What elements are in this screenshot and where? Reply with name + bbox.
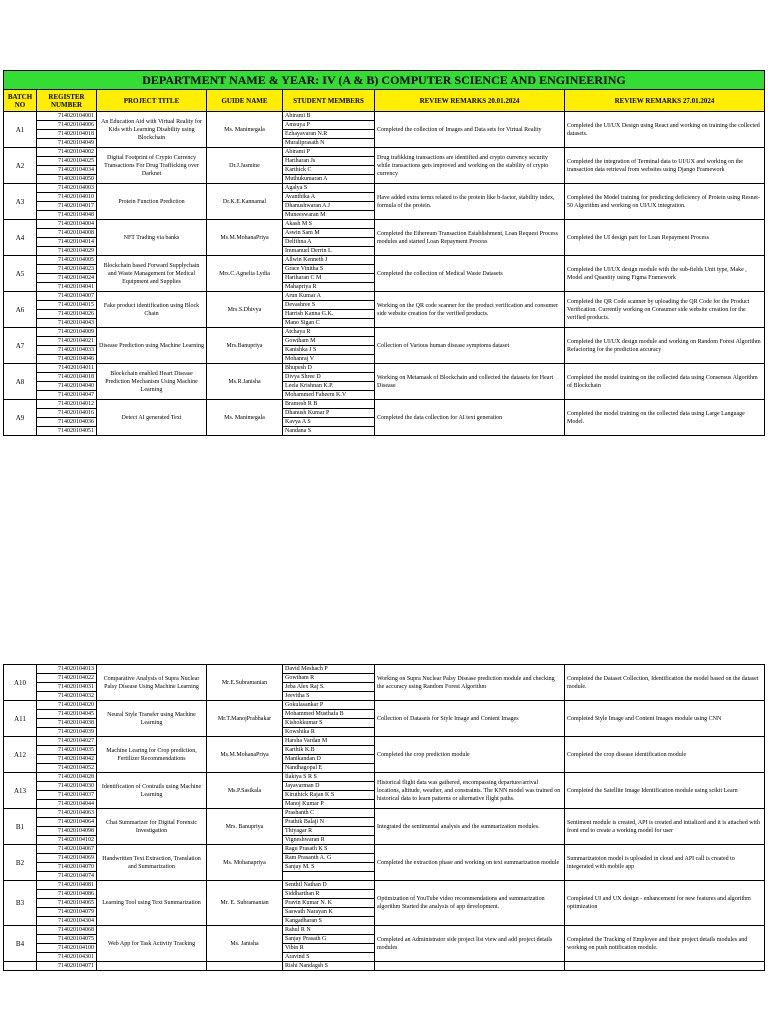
student-member: Divya Shree D [283,373,375,382]
student-member: Bhupesh D [283,364,375,373]
student-member: Allwin Kenneth J [283,256,375,265]
student-member: Grace Vinitha S [283,265,375,274]
register-number: 714020104036 [37,418,97,427]
review-remark-20-01: Drug trafikking transactions are identified and crypto currency security while transactions gets improved and working on the stability of crypto currency [375,148,565,184]
guide-name: Dr.J.Jasmine [207,148,283,184]
review-remark-27-01: Completed the UI design part for Loan Repayment Process [565,220,765,256]
project-title: NFT Trading via banks [97,220,207,256]
student-member: Vigneshwaran R [283,836,375,845]
student-member: Ragu Prasath K S [283,845,375,854]
student-member: Hariharan C M [283,274,375,283]
register-number: 714020104043 [37,319,97,328]
project-title: Identification of Contrails using Machine Learning [97,773,207,809]
student-member: Mano Sigan C [283,319,375,328]
register-number: 714020104098 [37,827,97,836]
student-member: Delfihna A [283,238,375,247]
student-member: Kiruthick Rajan K S [283,791,375,800]
table-row [4,184,765,193]
review-remark-27-01: Completed the Model training for predicting deficiency of Protein using Resnet-50 Algorithm and working on UI/UX integration. [565,184,765,220]
student-member: Rahul R N [283,926,375,935]
register-number: 714020104026 [37,310,97,319]
guide-name: Ms. Manimegala [207,112,283,148]
student-member: Ezhayavaran N.R [283,130,375,139]
register-number: 714020104002 [37,148,97,157]
student-member: Manikandan D [283,755,375,764]
batch-number [4,962,37,971]
guide-name: Ms.R.Janisha [207,364,283,400]
review-remark-20-01 [375,962,565,971]
register-number: 714020104020 [37,701,97,710]
table-row [4,148,765,157]
student-member: Mahapriya R [283,283,375,292]
student-member: Agalya S [283,184,375,193]
register-number: 714020104025 [37,157,97,166]
project-title: Comparative Analysis of Supra Nuclear Palsy Disease Using Machine Learning [97,665,207,701]
student-member: Siddharthan R [283,890,375,899]
register-number: 714020104029 [37,247,97,256]
student-member: Vibin R [283,944,375,953]
project-title: Learning Tool using Text Summarization [97,881,207,926]
header-student-members: STUDENT MEMBERS [283,90,375,112]
register-number: 714020104018 [37,373,97,382]
register-number: 714020104304 [37,917,97,926]
table-row [4,112,765,121]
header-review-2: REVIEW REMARKS 27.01.2024 [565,90,765,112]
review-remark-27-01: Completed the UI/UX design module and working on Random Forest Algorithm Refactoring for the prediction accuracy [565,328,765,364]
student-member: Kavya A S [283,418,375,427]
guide-name: Dr.K.E.Kannamal [207,184,283,220]
review-remark-27-01: Completed Style Image and Content Images module using CNN [565,701,765,737]
student-member: Jayavarman D [283,782,375,791]
register-number: 714020104040 [37,382,97,391]
projects-table-page-2 [3,664,765,971]
batch-number: A3 [4,184,37,220]
student-member: David Meshach P [283,665,375,674]
review-remark-27-01: Summarizatoion model is uploaded in cloud and API call is created to integerated with mobile app [565,845,765,881]
student-member: Akash M S [283,220,375,229]
register-number: 714020104022 [37,674,97,683]
register-number: 714020104041 [37,283,97,292]
review-remark-20-01: Completed an Administrator side project list view and add project details modules [375,926,565,962]
student-member: Muneeswaran M [283,211,375,220]
student-member: Senthil Nathan D [283,881,375,890]
register-number: 714020104074 [37,872,97,881]
project-title: Detect AI generated Text [97,400,207,436]
review-remark-20-01: Collection of Datasets for Style Image and Content Images [375,701,565,737]
batch-number: A5 [4,256,37,292]
register-number: 714020104081 [37,881,97,890]
student-member: Kanishka J S [283,346,375,355]
batch-number: A10 [4,665,37,701]
student-member: Ram Prasanth A. G [283,854,375,863]
student-member: Aswin Sam M [283,229,375,238]
review-remark-20-01: Completed the Ethereum Transaction Establishment, Loan Request Process modules and started Loan Repayment Process [375,220,565,256]
header-guide-name: GUIDE NAME [207,90,283,112]
project-title [97,962,207,971]
student-member: Thiyagar R [283,827,375,836]
register-number: 714020104050 [37,175,97,184]
register-number: 714020104063 [37,809,97,818]
batch-number: A4 [4,220,37,256]
student-member: Jeevitha S [283,692,375,701]
guide-name: Ms.M.MohanaPriya [207,737,283,773]
student-member: Sanjay Prasath G [283,935,375,944]
review-remark-20-01: Have added extra terms related to the protein like b-factor, stability index, formula of the protein. [375,184,565,220]
student-member: Harsha Vardan M [283,737,375,746]
table-row [4,809,765,818]
register-number: 714020104016 [37,409,97,418]
guide-name: Mr. E. Subramanian [207,881,283,926]
table-row [4,400,765,409]
student-member: Hariharan Js [283,157,375,166]
register-number: 714020104065 [37,899,97,908]
review-remark-20-01: Completed the extraction phase and working on text summarization module [375,845,565,881]
register-number: 714020104024 [37,274,97,283]
project-title: Machine Learing for Crop prediction, Fertilizer Recommendations [97,737,207,773]
review-remark-27-01: Completed UI and UX design - enhancement for new features and algorithm optimization [565,881,765,926]
student-member: Sanjay M. S [283,863,375,872]
register-number: 714020104010 [37,193,97,202]
table-row [4,364,765,373]
register-number: 714020104035 [37,746,97,755]
table-row [4,881,765,890]
student-member: Mohammed Musthafa B [283,710,375,719]
student-member: Harrish Kanna G.K. [283,310,375,319]
student-member: Karthick C [283,166,375,175]
student-member: Nandana S [283,427,375,436]
register-number: 714020104039 [37,728,97,737]
student-member: Aravind S [283,953,375,962]
student-member [283,872,375,881]
review-remark-20-01: Working on Supra Nuclear Palsy Disease prediction module and checking the accuracy using Random Forest Algorithm [375,665,565,701]
register-number: 714020104033 [37,346,97,355]
student-member: Ilakiya S R S [283,773,375,782]
review-remark-27-01: Sentiment module is created, API is created and intialized and it is attached with front end to create a working model for user [565,809,765,845]
student-member: Kowshika R [283,728,375,737]
guide-name: Mr.T.ManojPrabhakar [207,701,283,737]
student-member: Gowtham M [283,337,375,346]
register-number: 714020104045 [37,710,97,719]
project-title: Disease Prediction using Machine Learning [97,328,207,364]
batch-number: A6 [4,292,37,328]
register-number: 714020104006 [37,121,97,130]
student-member: Bramesh R B [283,400,375,409]
student-member: Muraliprasath N [283,139,375,148]
batch-number: B4 [4,926,37,962]
register-number: 714020104046 [37,355,97,364]
register-number: 714020104027 [37,737,97,746]
register-number: 714020104004 [37,220,97,229]
student-member: Prashanth C [283,809,375,818]
student-member: Pravin Kumar N. K [283,899,375,908]
student-member: Mohammed Faheem K.V [283,391,375,400]
project-title: Handwritten Text Extraction, Translation and Summarization [97,845,207,881]
guide-name: Mrs. Banupriya [207,809,283,845]
batch-number: A9 [4,400,37,436]
register-number: 714020104014 [37,238,97,247]
guide-name: Mrs.S.Dhivya [207,292,283,328]
register-number: 714020104021 [37,337,97,346]
review-remark-27-01: Completed the model training on the collected data using Consensus Algorithm of Blockchain [565,364,765,400]
project-title: Blockchain based Forward Supplychain and Waste Management for Medical Equipment and Supplies [97,256,207,292]
table-row [4,220,765,229]
review-remark-20-01: Working on the QR code scanner for the product verification and consumer side website creation for the verified products. [375,292,565,328]
table-row [4,292,765,301]
batch-number: A8 [4,364,37,400]
review-remark-27-01: Completed the Satellite Image Identification module using scikit Learn [565,773,765,809]
table-row [4,926,765,935]
project-title: Neural Style Transfer using Machine Learning [97,701,207,737]
register-number: 714020104102 [37,836,97,845]
header-review-1: REVIEW REMARKS 20.01.2024 [375,90,565,112]
student-member: Dhanush Kumar P [283,409,375,418]
review-remark-20-01: Completed the crop prediction module [375,737,565,773]
review-remark-20-01: Completed the collection of Images and Data sets for Virtual Reality [375,112,565,148]
batch-number: B1 [4,809,37,845]
project-title: Chat Summarizer for Digital Forensic Investigation [97,809,207,845]
register-number: 714020104051 [37,427,97,436]
student-member: Gokulasankar P [283,701,375,710]
review-remark-27-01: Completed the UI/UX Design using React and working on training the collected datasets. [565,112,765,148]
register-number: 714020104047 [37,391,97,400]
guide-name: Ms.P.Sasikala [207,773,283,809]
register-number: 714020104015 [37,301,97,310]
register-number: 714020104028 [37,773,97,782]
register-number: 714020104003 [37,184,97,193]
table-row [4,773,765,782]
guide-name: Ms.M.MohanaPriya [207,220,283,256]
projects-table-page-1 [3,70,765,436]
student-member: Arun Kumar A [283,292,375,301]
batch-number: A12 [4,737,37,773]
register-number: 714020104018 [37,130,97,139]
register-number: 714020104001 [37,112,97,121]
table-row [4,962,765,971]
student-member: Manoj Kumar P [283,800,375,809]
student-member: Karthik K.B [283,746,375,755]
register-number: 714020104012 [37,400,97,409]
register-number: 714020104044 [37,800,97,809]
student-member: Leela Krishnan K.P. [283,382,375,391]
review-remark-27-01: Completed the integration of Terminal data to UI/UX and working on the transaction data retrieval from websites using Django Framework [565,148,765,184]
student-member: Amsuya P [283,121,375,130]
register-number: 714020104069 [37,854,97,863]
batch-number: B2 [4,845,37,881]
student-member: Atchaya R [283,328,375,337]
guide-name: Ms. Mohanapriya [207,845,283,881]
review-remark-27-01: Completed the Tracking of Employee and their project details modules and working on push notification module. [565,926,765,962]
header-register: REGISTER NUMBER [37,90,97,112]
register-number: 714020104100 [37,944,97,953]
guide-name: Ms. Janisha [207,926,283,962]
table-row [4,845,765,854]
review-remark-20-01: Integrated the sentimental analysis and the summarization modules. [375,809,565,845]
guide-name [207,962,283,971]
batch-number: A2 [4,148,37,184]
student-member: Gowtham R [283,674,375,683]
register-number: 714020104049 [37,139,97,148]
register-number: 714020104009 [37,328,97,337]
batch-number: B3 [4,881,37,926]
register-number: 714020104030 [37,782,97,791]
project-title: Web App for Task Activity Tracking [97,926,207,962]
project-title: An Education Aid with Virtual Reality for Kids with Learning Disability using Blockchain [97,112,207,148]
register-number: 714020104013 [37,665,97,674]
review-remark-20-01: Completed the collection of Medical Waste Datasets [375,256,565,292]
register-number: 714020104037 [37,791,97,800]
student-member: Prathik Balaji N [283,818,375,827]
review-remark-20-01: Completed the data collection for AI text generation [375,400,565,436]
table-body [4,112,765,436]
project-title: Protein Function Prediction [97,184,207,220]
batch-number: A1 [4,112,37,148]
register-number: 714020104048 [37,211,97,220]
register-number: 714020104005 [37,256,97,265]
header-project-title: PROJECT TITLE [97,90,207,112]
register-number: 714020104042 [37,755,97,764]
project-title: Fake product identification using Block Chain [97,292,207,328]
student-member: Saswath Narayan K [283,908,375,917]
batch-number: A7 [4,328,37,364]
review-remark-27-01: Completed the UI/UX design module with the sub-fields Unit type, Make , Model and Quantity using Figma Framework [565,256,765,292]
student-member: Abirami B [283,112,375,121]
review-remark-20-01: Collection of Various human disease symptoms dataset [375,328,565,364]
student-member: Devashree S [283,301,375,310]
review-remark-27-01 [565,962,765,971]
table-row [4,665,765,674]
register-number: 714020104070 [37,863,97,872]
student-member: Rishi Nandagsh S [283,962,375,971]
register-number: 714020104008 [37,229,97,238]
guide-name: Mrs.Banupriya [207,328,283,364]
review-remark-27-01: Completed the QR Code scanner by uploading the QR Code for the Product Verification. Currently working on Consumer side website creation for the verified products. [565,292,765,328]
register-number: 714020104032 [37,692,97,701]
register-number: 714020104071 [37,962,97,971]
project-title: Blockchain enabled Heart Disease Prediction Mechanism Using Machine Learning [97,364,207,400]
register-number: 714020104007 [37,292,97,301]
guide-name: Ms. Manimegala [207,400,283,436]
table-row [4,737,765,746]
student-member: Abirami P [283,148,375,157]
project-title: Digital Footprint of Crypto Currency Transactions For Drug Trafficking over Darknet [97,148,207,184]
batch-number: A11 [4,701,37,737]
register-number: 714020104023 [37,265,97,274]
student-member: Nandhagopal E [283,764,375,773]
table-body [4,665,765,971]
batch-number: A13 [4,773,37,809]
register-number: 714020104034 [37,166,97,175]
review-remark-20-01: Optimization of YouTube video recommendations and summarization algorithm Started the analysis of app development. [375,881,565,926]
table-row [4,256,765,265]
guide-name: Mr.E.Subramanian [207,665,283,701]
student-member: Immanuel Derrin L [283,247,375,256]
student-member: Dhanushwaran A J [283,202,375,211]
student-member: Jeba Alex Raj S. [283,683,375,692]
review-remark-20-01: Historical flight data was gathered, encompassing departure/arrival locations, altitude, weather, and constraints. The KNN model was trained on historical data to learn patterns or alternative flight paths. [375,773,565,809]
table-row [4,701,765,710]
register-number: 714020104038 [37,719,97,728]
register-number: 714020104301 [37,953,97,962]
student-member: Avanthika A [283,193,375,202]
register-number: 714020104031 [37,683,97,692]
review-remark-27-01: Completed the model training on the collected data using Large Language Model. [565,400,765,436]
register-number: 714020104086 [37,890,97,899]
register-number: 714020104079 [37,908,97,917]
department-title: DEPARTMENT NAME & YEAR: IV (A & B) COMPUTER SCIENCE AND ENGINEERING [4,71,765,90]
table-row [4,328,765,337]
student-member: Muthukumaran A [283,175,375,184]
register-number: 714020104011 [37,364,97,373]
register-number: 714020104017 [37,202,97,211]
register-number: 714020104052 [37,764,97,773]
register-number: 714020104064 [37,818,97,827]
guide-name: Mrs.C.Agnelia Lydia [207,256,283,292]
review-remark-27-01: Completed the crop disease identification module [565,737,765,773]
student-member: Kangadharan S [283,917,375,926]
register-number: 714020104075 [37,935,97,944]
student-member: Kishokkumar S [283,719,375,728]
register-number: 714020104068 [37,926,97,935]
header-batch: BATCH NO [4,90,37,112]
review-remark-20-01: Working on Metamask of Blockchain and collected the datasets for Heart Disease [375,364,565,400]
review-remark-27-01: Completed the Dataset Collection, Identification the model based on the dataset module. [565,665,765,701]
register-number: 714020104067 [37,845,97,854]
student-member: Mohanraj V [283,355,375,364]
